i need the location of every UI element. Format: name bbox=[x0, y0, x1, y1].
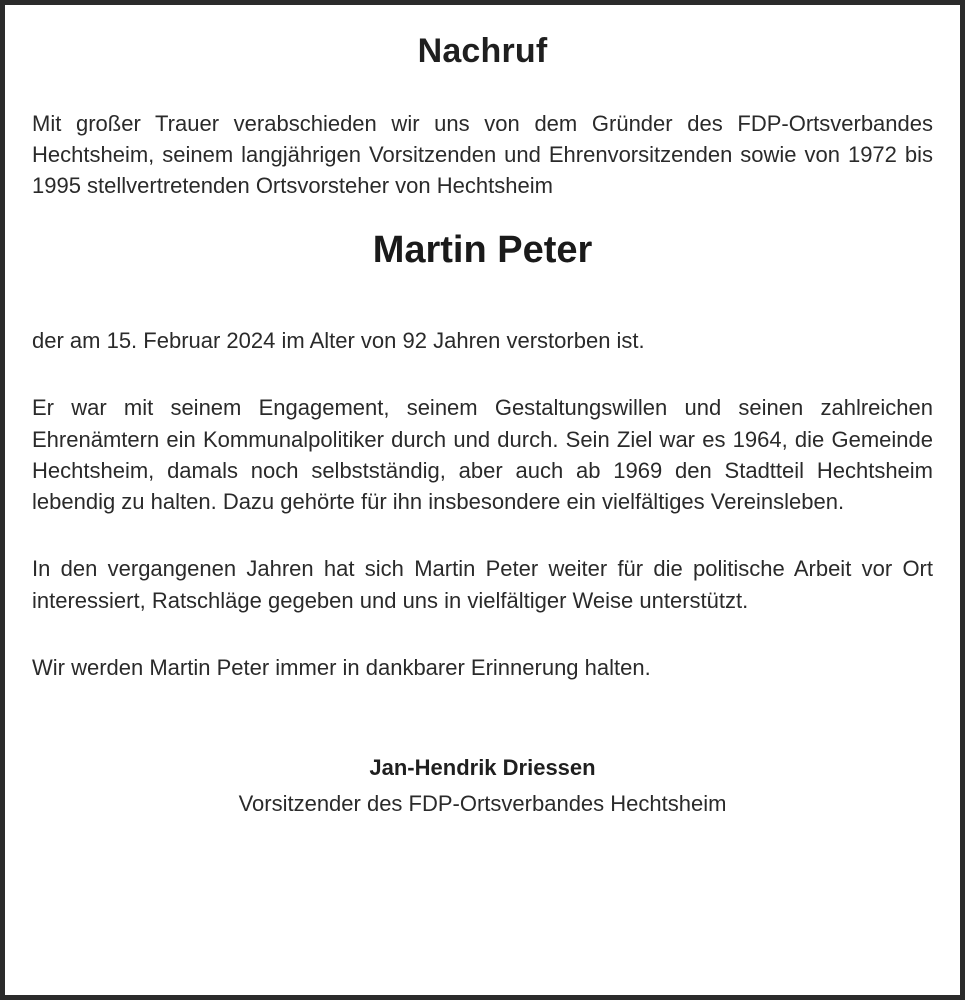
intro-paragraph: Mit großer Trauer verabschieden wir uns von dem Gründer des FDP-Ortsverbandes Hechtsheim, seinem langjährigen Vorsitzenden und Ehrenvorsitzenden sowie von 1972 bis 1995 stellvertretenden Ortsvorsteher von Hechtsheim bbox=[32, 110, 933, 199]
recent-years-paragraph: In den vergangenen Jahren hat sich Martin Peter weiter für die politische Arbeit vor Ort interessiert, Ratschläge gegeben und uns in vielfältiger Weise unterstützt. bbox=[32, 556, 933, 613]
signatory-role: Vorsitzender des FDP-Ortsverbandes Hechtsheim bbox=[238, 790, 727, 816]
deceased-name-heading: Martin Peter bbox=[372, 228, 593, 271]
obituary-content bbox=[5, 5, 960, 995]
signatory-name: Jan-Hendrik Driessen bbox=[369, 754, 596, 780]
closing-line: Wir werden Martin Peter immer in dankbarer Erinnerung halten. bbox=[32, 654, 651, 680]
signature-block bbox=[32, 753, 933, 820]
page-title: Nachruf bbox=[417, 32, 548, 70]
death-date-line: der am 15. Februar 2024 im Alter von 92 Jahren verstorben ist. bbox=[32, 328, 645, 354]
legacy-paragraph: Er war mit seinem Engagement, seinem Gestaltungswillen und seinen zahlreichen Ehrenämtern ein Kommunalpolitiker durch und durch. Sein Ziel war es 1964, die Gemeinde Hechtsheim, damals noch selbstständig, aber auch ab 1969 den Stadtteil Hechtsheim lebendig zu halten. Dazu gehörte für ihn insbesondere ein vielfältiges Vereinsleben. bbox=[32, 395, 933, 515]
